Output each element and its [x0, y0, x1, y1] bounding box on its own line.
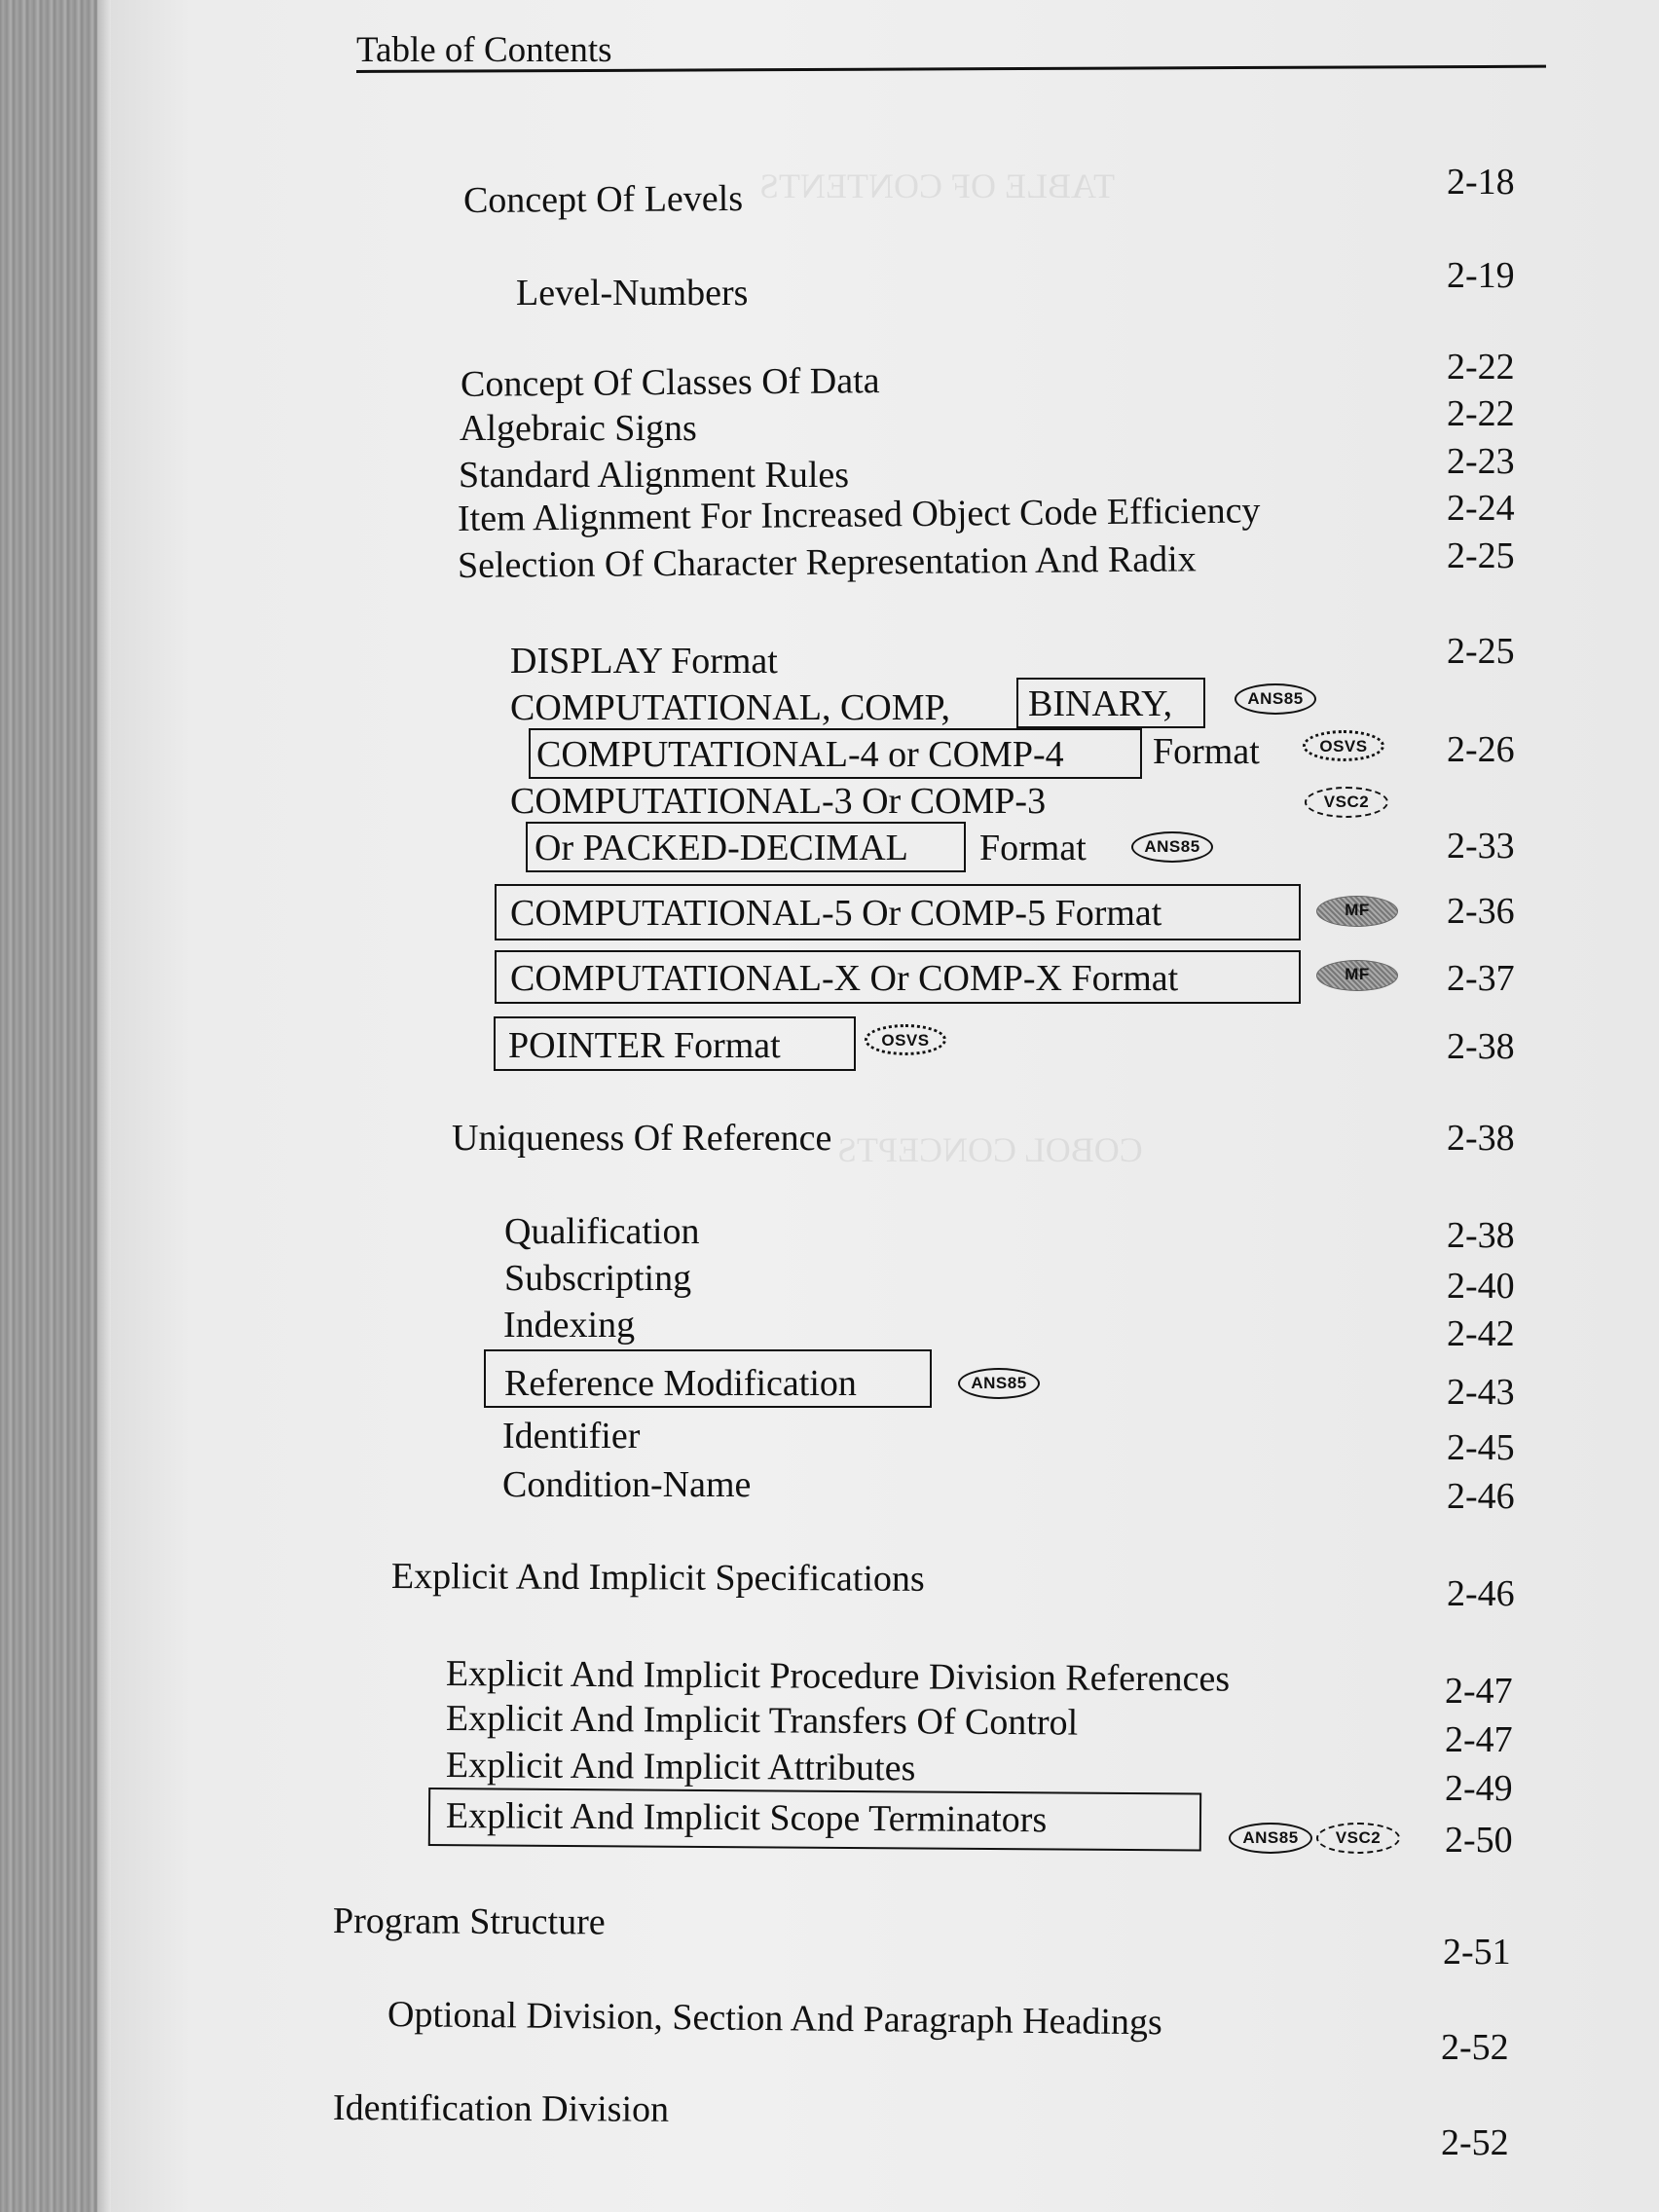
ans85-badge-icon: ANS85: [958, 1368, 1040, 1399]
toc-page-number: 2-38: [1447, 1215, 1515, 1256]
bleed-through-text: TABLE OF CONTENTS: [759, 166, 1116, 205]
toc-entry-text: Uniqueness Of Reference: [452, 1118, 832, 1159]
running-header: Table of Contents: [356, 30, 612, 70]
toc-entry-text: Selection Of Character Representation And Radix: [457, 538, 1197, 586]
toc-page-number: 2-46: [1447, 1573, 1515, 1614]
toc-entry-boxed-text: Or PACKED-DECIMAL: [535, 828, 908, 868]
toc-page-number: 2-47: [1445, 1719, 1513, 1760]
mf-badge-icon: MF: [1316, 960, 1398, 991]
toc-entry-text: Concept Of Classes Of Data: [460, 360, 880, 405]
toc-entry-boxed-text: Explicit And Implicit Scope Terminators: [445, 1795, 1048, 1841]
toc-entry-boxed-text: POINTER Format: [508, 1025, 781, 1066]
toc-entry-text: Identifier: [502, 1416, 641, 1456]
bleed-through-text: COBOL CONCEPTS: [837, 1130, 1143, 1169]
book-page: [97, 0, 1659, 2212]
toc-page-number: 2-38: [1447, 1026, 1515, 1067]
toc-entry-boxed-text: Reference Modification: [504, 1363, 857, 1404]
toc-entry-text: Format: [1153, 731, 1260, 772]
vsc2-badge-icon: VSC2: [1305, 787, 1388, 818]
toc-page-number: 2-37: [1447, 958, 1515, 999]
osvs-badge-icon: OSVS: [1303, 730, 1384, 761]
toc-entry-text: Item Alignment For Increased Object Code Efficiency: [457, 490, 1261, 539]
toc-entry-text: Condition-Name: [502, 1464, 752, 1505]
toc-entry-text: Explicit And Implicit Attributes: [445, 1745, 916, 1789]
toc-page-number: 2-25: [1447, 535, 1515, 576]
toc-entry-text: Subscripting: [504, 1258, 692, 1299]
toc-page-number: 2-26: [1447, 729, 1515, 770]
toc-page-number: 2-52: [1441, 2027, 1509, 2068]
toc-entry-text: Identification Division: [332, 2087, 670, 2130]
toc-entry-boxed-text: COMPUTATIONAL-5 Or COMP-5 Format: [510, 893, 1162, 934]
toc-entry-text: COMPUTATIONAL, COMP,: [510, 687, 950, 728]
toc-page-number: 2-40: [1447, 1266, 1515, 1307]
toc-page-number: 2-36: [1447, 891, 1515, 932]
toc-page-number: 2-22: [1447, 393, 1515, 434]
toc-entry-text: Indexing: [503, 1305, 636, 1346]
toc-entry-text: Explicit And Implicit Transfers Of Control: [445, 1698, 1079, 1744]
ans85-badge-icon: ANS85: [1235, 683, 1316, 715]
toc-entry-text: Concept Of Levels: [462, 177, 744, 222]
toc-entry-text: Algebraic Signs: [460, 408, 697, 449]
page-edge-shadow: [97, 0, 111, 2212]
toc-entry-boxed-text: BINARY,: [1028, 683, 1173, 724]
mf-badge-icon: MF: [1316, 896, 1398, 927]
toc-entry-text: Program Structure: [332, 1900, 606, 1943]
toc-entry-text: Optional Division, Section And Paragraph Headings: [387, 1994, 1162, 2044]
toc-page-number: 2-51: [1443, 1932, 1511, 1972]
ans85-badge-icon: ANS85: [1131, 831, 1213, 863]
toc-entry-text: Explicit And Implicit Specifications: [390, 1556, 925, 1600]
toc-page-number: 2-49: [1445, 1768, 1513, 1809]
toc-page-number: 2-25: [1447, 631, 1515, 672]
toc-entry-text: Level-Numbers: [516, 273, 749, 313]
toc-entry-text: Standard Alignment Rules: [459, 455, 850, 496]
book-binding: [0, 0, 97, 2212]
toc-entry-text: DISPLAY Format: [510, 641, 778, 682]
toc-entry-boxed-text: COMPUTATIONAL-X Or COMP-X Format: [510, 958, 1179, 999]
toc-page-number: 2-23: [1447, 441, 1515, 482]
toc-entry-text: Explicit And Implicit Procedure Division References: [445, 1653, 1231, 1700]
ans85-badge-icon: ANS85: [1229, 1823, 1312, 1854]
toc-page-number: 2-19: [1447, 255, 1515, 296]
toc-page-number: 2-42: [1447, 1313, 1515, 1354]
toc-page-number: 2-52: [1441, 2122, 1509, 2163]
toc-page-number: 2-24: [1447, 488, 1515, 529]
osvs-badge-icon: OSVS: [865, 1024, 946, 1055]
toc-page-number: 2-22: [1447, 347, 1515, 387]
toc-page-number: 2-47: [1445, 1671, 1513, 1712]
toc-entry-text: Format: [979, 828, 1087, 868]
toc-entry-boxed-text: COMPUTATIONAL-4 or COMP-4: [536, 734, 1064, 775]
toc-page-number: 2-43: [1447, 1372, 1515, 1413]
toc-page-number: 2-45: [1447, 1427, 1515, 1468]
vsc2-badge-icon: VSC2: [1316, 1823, 1400, 1854]
toc-page-number: 2-33: [1447, 826, 1515, 866]
toc-page-number: 2-18: [1447, 162, 1515, 203]
toc-entry-text: COMPUTATIONAL-3 Or COMP-3: [510, 781, 1047, 822]
toc-page-number: 2-38: [1447, 1118, 1515, 1159]
toc-page-number: 2-46: [1447, 1476, 1515, 1517]
toc-entry-text: Qualification: [504, 1211, 700, 1252]
toc-page-number: 2-50: [1445, 1820, 1513, 1861]
